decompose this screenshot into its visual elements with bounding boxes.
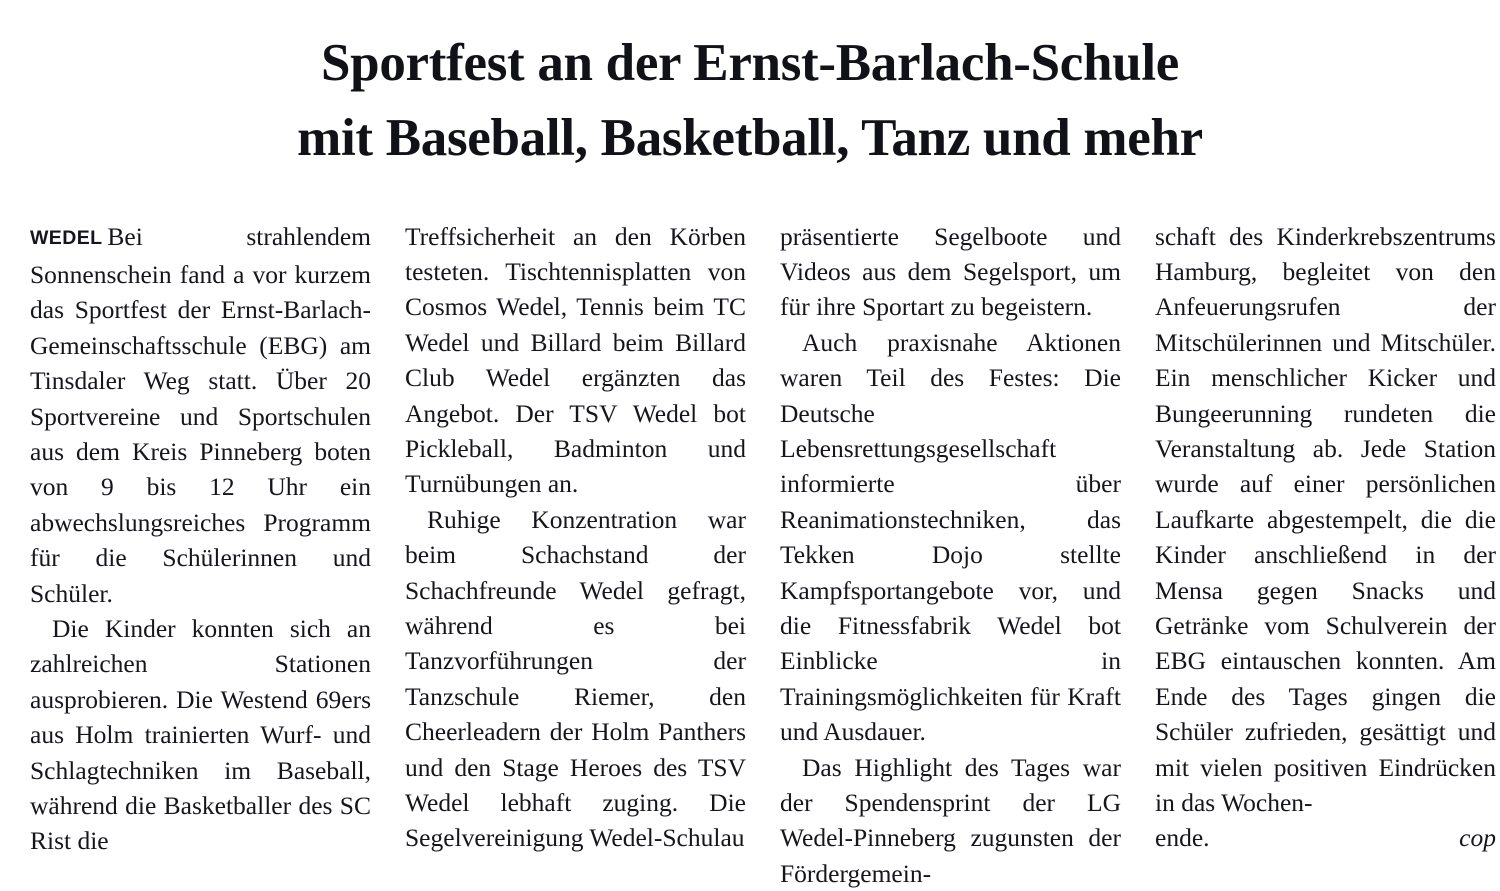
article-column-1 [30,219,371,891]
paragraph: Ruhige Konzentration war beim Schachstand der Schachfreunde Wedel gefragt, während es bei Tanzvorführungen der Tanzschule Riemer, den Cheerleadern der Holm Panthers und den Stage Heroes des TSV Wedel lebhaft zuging. Die Segelvereinigung Wedel-Schulau [405,502,746,856]
paragraph-text: Bei strahlendem Sonnenschein fand a vor kurzem das Sportfest der Ernst-Barlach-Gemeinschaftsschule (EBG) am Tinsdaler Weg statt. Über 20 Sportvereine und Sportschulen aus dem Kreis Pinneberg boten von 9 bis 12 Uhr ein abwechslungsreiches Programm für die Schülerinnen und Schüler. [30,222,371,608]
paragraph: Treffsicherheit an den Körben testeten. Tischtennisplatten von Cosmos Wedel, Tennis beim TC Wedel und Billard beim Billard Club Wedel ergänzten das Angebot. Der TSV Wedel bot Pickleball, Badminton und Turnübungen an. [405,219,746,502]
article-column-4 [1155,219,1496,891]
article-columns [30,219,1470,891]
headline-line-2: mit Baseball, Basketball, Tanz und mehr [105,101,1395,176]
article-column-3 [780,219,1121,891]
headline-line-1: Sportfest an der Ernst-Barlach-Schule [105,26,1395,101]
paragraph: schaft des Kinderkrebszentrums Hamburg, begleitet von den Anfeuerungsrufen der Mitschülerinnen und Mitschüler. Ein menschlicher Kicker und Bungeerunning rundeten die Veranstaltung ab. Jede Station wurde auf einer persönlichen Laufkarte abgestempelt, die die Kinder anschließend in der Mensa gegen Snacks und Getränke vom Schulverein der EBG eintauschen konnten. Am Ende des Tages gingen die Schüler zufrieden, gesättigt und mit vielen positiven Eindrücken in das Wochen- [1155,219,1496,821]
paragraph: präsentierte Segelboote und Videos aus dem Segelsport, um für ihre Sportart zu begeistern. [780,219,1121,325]
page-title [105,26,1395,177]
paragraph: Die Kinder konnten sich an zahlreichen Stationen ausprobieren. Die Westend 69ers aus Holm trainierten Wurf- und Schlagtechniken im Baseball, während die Basketballer des SC Rist die [30,611,371,859]
closing-word: ende. [1155,820,1210,855]
dateline-kicker: WEDEL [30,227,102,249]
article-column-2 [405,219,746,891]
paragraph: Das Highlight des Tages war der Spendensprint der LG Wedel-Pinneberg zugunsten der Fördergemein- [780,750,1121,891]
paragraph: Auch praxisnahe Aktionen waren Teil des Festes: Die Deutsche Lebensrettungsgesellschaft informierte über Reanimationstechniken, das Tekken Dojo stellte Kampfsportangebote vor, und die Fitnessfabrik Wedel bot Einblicke in Trainingsmöglichkeiten für Kraft und Ausdauer. [780,325,1121,750]
paragraph [30,219,371,611]
byline: cop [1459,820,1496,855]
article-closing-line [1155,820,1496,855]
